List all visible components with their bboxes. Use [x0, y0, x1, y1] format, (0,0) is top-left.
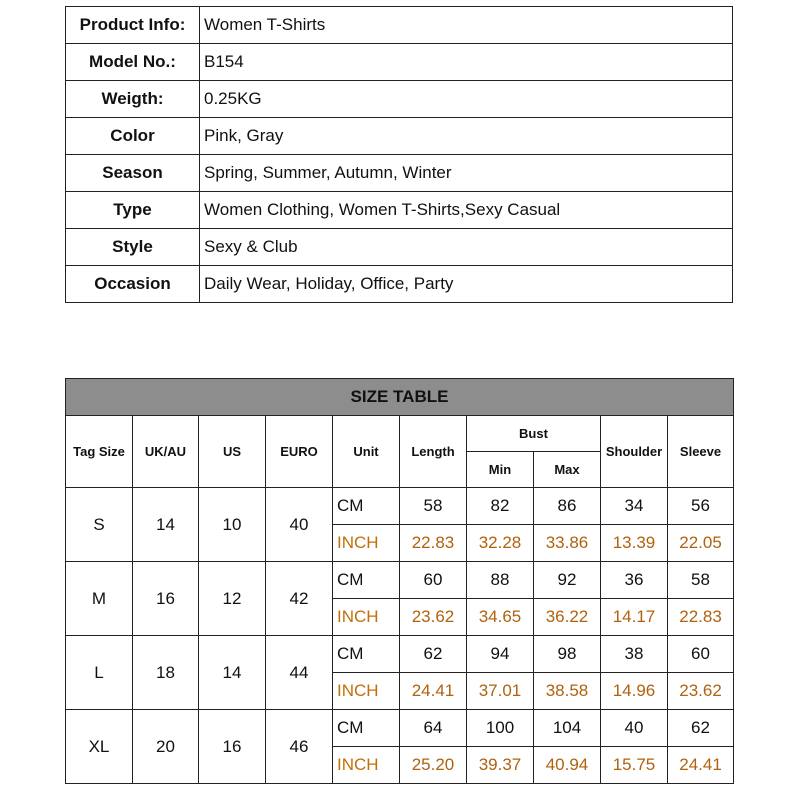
sleeve-inch-cell: 22.05 — [668, 525, 734, 562]
info-label: Weigth: — [66, 81, 200, 118]
euro-cell: 44 — [266, 636, 333, 710]
header-bust-max: Max — [534, 452, 601, 488]
header-unit: Unit — [333, 416, 400, 488]
size-row-cm — [66, 710, 734, 747]
info-value: 0.25KG — [200, 81, 733, 118]
info-label: Occasion — [66, 266, 200, 303]
header-us: US — [199, 416, 266, 488]
info-value: Daily Wear, Holiday, Office, Party — [200, 266, 733, 303]
info-label: Season — [66, 155, 200, 192]
us-cell: 10 — [199, 488, 266, 562]
sleeve-cm-cell: 56 — [668, 488, 734, 525]
shoulder-inch-cell: 14.17 — [601, 599, 668, 636]
sleeve-inch-cell: 22.83 — [668, 599, 734, 636]
uk-au-cell: 14 — [133, 488, 199, 562]
info-label: Model No.: — [66, 44, 200, 81]
header-euro: EURO — [266, 416, 333, 488]
info-value: B154 — [200, 44, 733, 81]
sleeve-cm-cell: 62 — [668, 710, 734, 747]
tag-size-cell: M — [66, 562, 133, 636]
uk-au-cell: 18 — [133, 636, 199, 710]
info-label: Style — [66, 229, 200, 266]
us-cell: 12 — [199, 562, 266, 636]
length-inch-cell: 22.83 — [400, 525, 467, 562]
info-value: Women Clothing, Women T-Shirts,Sexy Casual — [200, 192, 733, 229]
info-row — [66, 7, 733, 44]
header-bust-min: Min — [467, 452, 534, 488]
tag-size-cell: S — [66, 488, 133, 562]
shoulder-cm-cell: 40 — [601, 710, 668, 747]
info-row — [66, 229, 733, 266]
euro-cell: 46 — [266, 710, 333, 784]
bust-max-inch-cell: 40.94 — [534, 747, 601, 784]
bust-max-cm-cell: 104 — [534, 710, 601, 747]
unit-cm-cell: CM — [333, 710, 400, 747]
uk-au-cell: 20 — [133, 710, 199, 784]
sleeve-inch-cell: 23.62 — [668, 673, 734, 710]
unit-cm-cell: CM — [333, 562, 400, 599]
shoulder-cm-cell: 34 — [601, 488, 668, 525]
bust-min-cm-cell: 94 — [467, 636, 534, 673]
unit-cm-cell: CM — [333, 636, 400, 673]
info-row — [66, 81, 733, 118]
unit-inch-cell: INCH — [333, 525, 400, 562]
size-table — [65, 378, 734, 784]
size-row-cm — [66, 488, 734, 525]
unit-cm-cell: CM — [333, 488, 400, 525]
info-label: Product Info: — [66, 7, 200, 44]
size-table-title: SIZE TABLE — [66, 379, 734, 416]
info-row — [66, 118, 733, 155]
header-sleeve: Sleeve — [668, 416, 734, 488]
bust-min-inch-cell: 32.28 — [467, 525, 534, 562]
info-row — [66, 192, 733, 229]
shoulder-cm-cell: 36 — [601, 562, 668, 599]
info-label: Type — [66, 192, 200, 229]
shoulder-cm-cell: 38 — [601, 636, 668, 673]
header-tag-size: Tag Size — [66, 416, 133, 488]
sleeve-inch-cell: 24.41 — [668, 747, 734, 784]
uk-au-cell: 16 — [133, 562, 199, 636]
length-inch-cell: 23.62 — [400, 599, 467, 636]
unit-inch-cell: INCH — [333, 673, 400, 710]
bust-min-cm-cell: 100 — [467, 710, 534, 747]
euro-cell: 42 — [266, 562, 333, 636]
product-info-table — [65, 6, 733, 303]
info-value: Women T-Shirts — [200, 7, 733, 44]
header-uk-au: UK/AU — [133, 416, 199, 488]
info-value: Sexy & Club — [200, 229, 733, 266]
header-bust: Bust — [467, 416, 601, 452]
bust-max-inch-cell: 36.22 — [534, 599, 601, 636]
length-cm-cell: 58 — [400, 488, 467, 525]
length-cm-cell: 64 — [400, 710, 467, 747]
info-label: Color — [66, 118, 200, 155]
unit-inch-cell: INCH — [333, 747, 400, 784]
euro-cell: 40 — [266, 488, 333, 562]
header-shoulder: Shoulder — [601, 416, 668, 488]
bust-max-inch-cell: 33.86 — [534, 525, 601, 562]
us-cell: 16 — [199, 710, 266, 784]
bust-max-cm-cell: 92 — [534, 562, 601, 599]
size-row-cm — [66, 562, 734, 599]
unit-inch-cell: INCH — [333, 599, 400, 636]
length-inch-cell: 24.41 — [400, 673, 467, 710]
info-value: Spring, Summer, Autumn, Winter — [200, 155, 733, 192]
bust-min-cm-cell: 82 — [467, 488, 534, 525]
shoulder-inch-cell: 13.39 — [601, 525, 668, 562]
info-row — [66, 44, 733, 81]
info-row — [66, 266, 733, 303]
bust-max-cm-cell: 86 — [534, 488, 601, 525]
sleeve-cm-cell: 60 — [668, 636, 734, 673]
bust-max-cm-cell: 98 — [534, 636, 601, 673]
header-length: Length — [400, 416, 467, 488]
bust-min-cm-cell: 88 — [467, 562, 534, 599]
bust-min-inch-cell: 37.01 — [467, 673, 534, 710]
tag-size-cell: XL — [66, 710, 133, 784]
sleeve-cm-cell: 58 — [668, 562, 734, 599]
length-cm-cell: 60 — [400, 562, 467, 599]
us-cell: 14 — [199, 636, 266, 710]
tag-size-cell: L — [66, 636, 133, 710]
shoulder-inch-cell: 14.96 — [601, 673, 668, 710]
bust-min-inch-cell: 39.37 — [467, 747, 534, 784]
bust-min-inch-cell: 34.65 — [467, 599, 534, 636]
info-row — [66, 155, 733, 192]
size-row-cm — [66, 636, 734, 673]
length-inch-cell: 25.20 — [400, 747, 467, 784]
shoulder-inch-cell: 15.75 — [601, 747, 668, 784]
length-cm-cell: 62 — [400, 636, 467, 673]
info-value: Pink, Gray — [200, 118, 733, 155]
bust-max-inch-cell: 38.58 — [534, 673, 601, 710]
